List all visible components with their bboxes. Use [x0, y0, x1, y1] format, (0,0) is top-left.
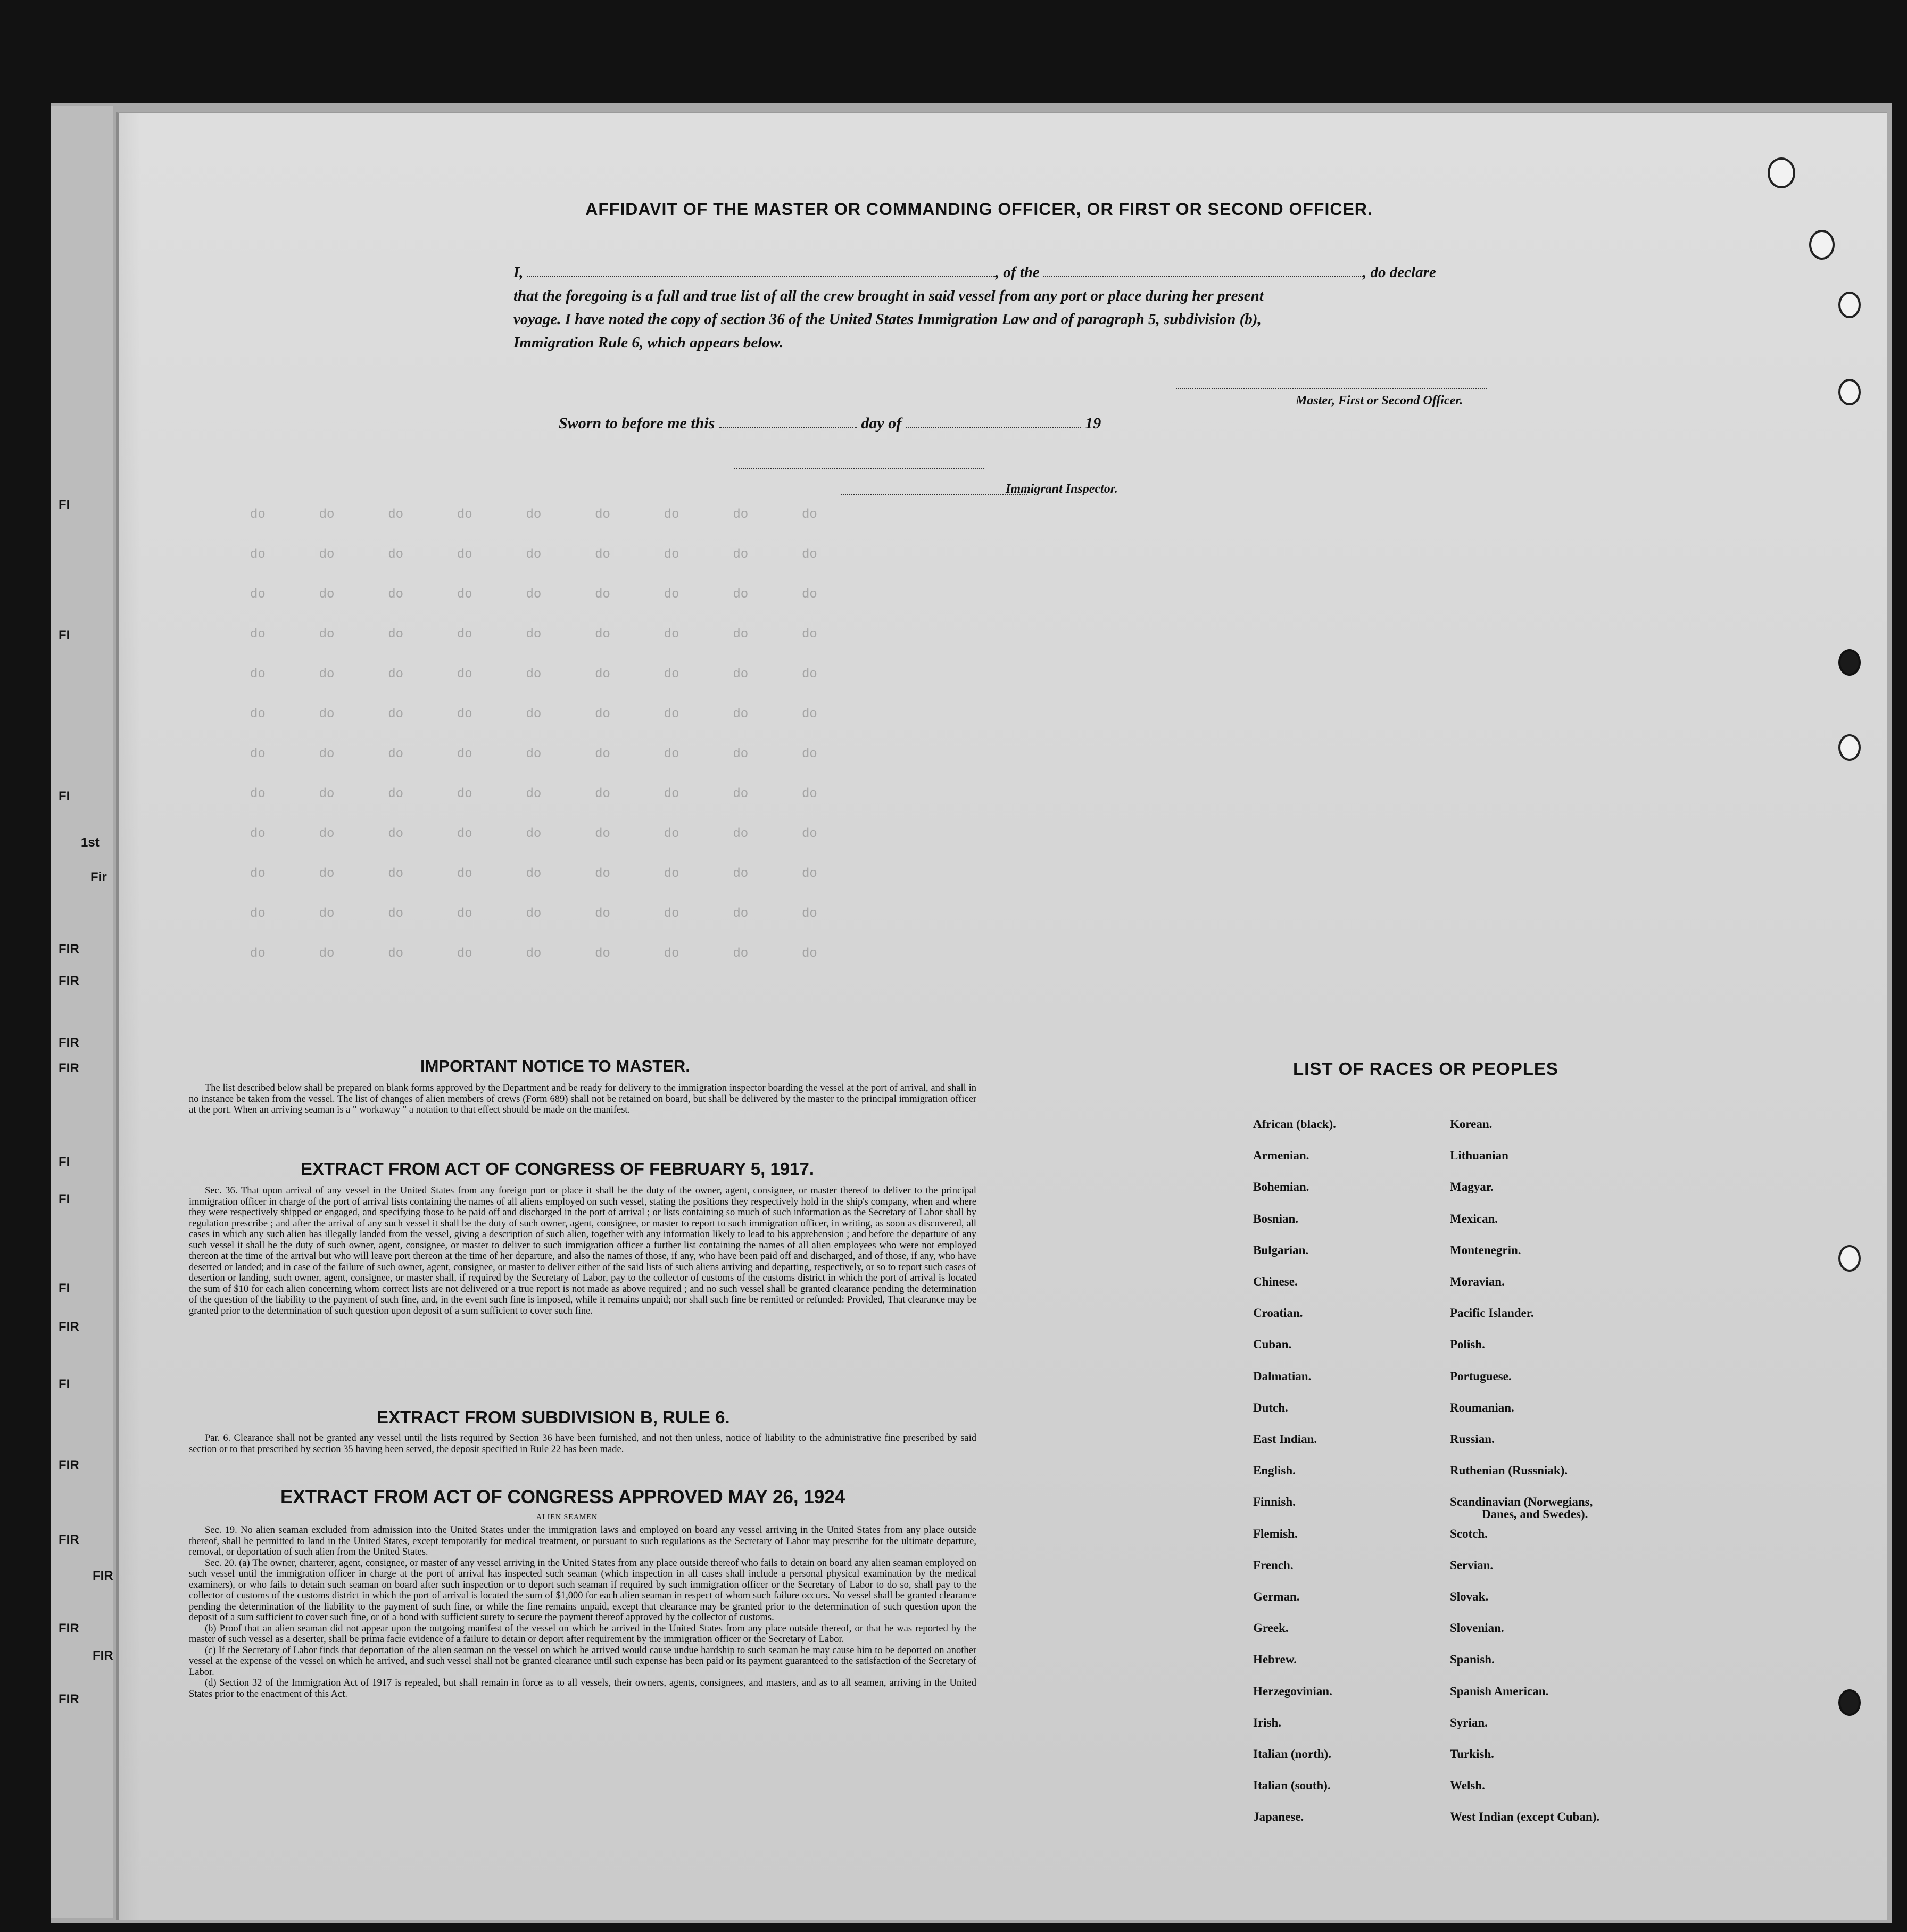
race-item: Finnish.	[1253, 1495, 1296, 1508]
notice-paragraph: The list described below shall be prepared on blank forms approved by the Department and be ready for delivery to the immigration inspector boarding the vessel at the port of arrival, and shall in no instance be taken from the vessel. The list of changes of alien members of crews (Form 689) shall not be retained on board, but shall be delivered by the master to the principal immigration officer at the port. When an arriving seaman is a " workaway " a notation to that effect should be made on the manifest.	[189, 1083, 976, 1115]
race-item-continuation: Danes, and Swedes).	[1482, 1507, 1588, 1521]
race-item: Pacific Islander.	[1450, 1306, 1534, 1320]
vessel-blank	[1043, 261, 1363, 277]
edge-label: FIR	[59, 1621, 79, 1636]
name-blank	[527, 261, 996, 277]
race-item: Herzegovinian.	[1253, 1685, 1332, 1698]
race-item: Cuban.	[1253, 1338, 1292, 1351]
race-item: Flemish.	[1253, 1527, 1298, 1540]
inspector-label: Immigrant Inspector.	[1006, 482, 1118, 496]
extract-1917-text	[189, 1185, 976, 1316]
race-item: Ruthenian (Russniak).	[1450, 1464, 1568, 1477]
affidavit-line-4: Immigration Rule 6, which appears below.	[513, 334, 784, 351]
binder-hole	[1838, 379, 1861, 405]
race-item: Slovak.	[1450, 1590, 1489, 1603]
alien-seamen-subtitle: ALIEN SEAMEN	[536, 1513, 598, 1521]
bleed-through-entries: do do do do do do do do do do do do do do do do do do do do do do do do do do do do do do do do do do do do do do do do do do do do do do do do do do do do do do do do do do do do do do do do do do do do do do do do do do do do do do do do do do do do do do do do do do do do do do do do do do do do do do do do do do do do	[250, 508, 817, 961]
race-item: Italian (south).	[1253, 1779, 1331, 1792]
rule6-title: EXTRACT FROM SUBDIVISION B, RULE 6.	[377, 1407, 730, 1427]
edge-label: FI	[59, 1281, 70, 1296]
race-item: East Indian.	[1253, 1432, 1317, 1446]
edge-label: FI	[59, 1192, 70, 1206]
rule6-text	[189, 1433, 976, 1455]
notice-title: IMPORTANT NOTICE TO MASTER.	[420, 1057, 690, 1075]
binder-hole	[1809, 230, 1835, 260]
edge-label: FI	[59, 497, 70, 512]
affidavit-line-3: voyage. I have noted the copy of section 36 of the United States Immigration Law and of paragraph 5, subdivision (b),	[513, 311, 1262, 328]
race-item: German.	[1253, 1590, 1300, 1603]
sworn-year: 19	[1085, 414, 1101, 432]
binder-hole	[1838, 1689, 1861, 1716]
race-item: Mexican.	[1450, 1212, 1498, 1225]
affidavit-line-2: that the foregoing is a full and true list of all the crew brought in said vessel from any port or place during her present	[513, 287, 1264, 304]
race-item: Japanese.	[1253, 1810, 1304, 1823]
race-item: Turkish.	[1450, 1747, 1494, 1761]
race-item: Armenian.	[1253, 1149, 1309, 1162]
race-item: Korean.	[1450, 1117, 1493, 1131]
race-item: Bohemian.	[1253, 1180, 1309, 1193]
sworn-day-of: day of	[861, 414, 902, 432]
edge-label: FIR	[93, 1648, 113, 1663]
race-item: English.	[1253, 1464, 1296, 1477]
inspector-signature-line	[841, 494, 1027, 495]
race-item: Slovenian.	[1450, 1621, 1504, 1635]
race-item: Bosnian.	[1253, 1212, 1299, 1225]
race-item: Montenegrin.	[1450, 1243, 1521, 1257]
edge-label: FIR	[59, 942, 79, 956]
binder-hole	[1838, 734, 1861, 761]
extract-1924-p4: (c) If the Secretary of Labor finds that deportation of the alien seaman on the vessel on which he arrived would cause undue hardship to such seaman he may cause him to be deported on another vessel at the expense of the vessel on which he arrived, and such vessel shall not be granted clearance until such expense has been paid or its payment guaranteed to the satisfaction of the Secretary of Labor.	[189, 1645, 976, 1678]
binder-hole	[1838, 649, 1861, 676]
edge-label: FI	[59, 1155, 70, 1169]
race-item: Spanish.	[1450, 1653, 1495, 1666]
race-item: West Indian (except Cuban).	[1450, 1810, 1600, 1823]
binder-hole	[1838, 1245, 1861, 1272]
race-item: Portuguese.	[1450, 1370, 1512, 1383]
extract-1924-p5: (d) Section 32 of the Immigration Act of 1917 is repealed, but shall remain in force as to all vessels, their owners, agents, consignees, and masters, and as to all seamen, arriving in the United States prior to the enactment of this Act.	[189, 1678, 976, 1699]
race-item: Dalmatian.	[1253, 1370, 1312, 1383]
edge-label: FI	[59, 1377, 70, 1391]
race-item: French.	[1253, 1558, 1294, 1572]
extract-1924-p2: Sec. 20. (a) The owner, charterer, agent, consignee, or master of any vessel arriving in the United States from any place outside thereof who fails to detain on board any alien seaman employed on such vessel until the immigration officer in charge at the port of arrival has inspected such seaman (which inspection in all cases shall include a personal physical examination by the medical examiners), or who fails to detain such seaman on board after such inspection or to deport such seaman if required by such immigration officer or the Secretary of Labor to do so, shall pay to the collector of customs of the customs district in which the port of arrival is located the sum of $1,000 for each alien seaman in respect of whom such failure occurs. No vessel shall be granted clearance pending the determination of the liability to the payment of such fine, or while the fine remains unpaid, except that clearance may be granted prior to the determination of such question upon the deposit of a sum sufficient to cover such fine, or of a bond with sufficient surety to secure the payment thereof approved by the collector of customs.	[189, 1557, 976, 1623]
notice-text	[189, 1083, 976, 1116]
race-item: Hebrew.	[1253, 1653, 1297, 1666]
sworn-text: Sworn to before me this	[559, 414, 715, 432]
race-item: Croatian.	[1253, 1306, 1303, 1320]
edge-label: FI	[59, 789, 70, 803]
inspector-signature-line	[734, 468, 984, 469]
affidavit-of-the: , of the	[995, 264, 1040, 281]
race-item: Welsh.	[1450, 1779, 1485, 1792]
race-item: Moravian.	[1450, 1275, 1505, 1288]
extract-1917-paragraph: Sec. 36. That upon arrival of any vessel in the United States from any foreign port or place it shall be the duty of the owner, agent, consignee, or master thereof to deliver to the principal immigration officer in charge of the port of arrival lists containing the names of all aliens employed on such vessel, stating the positions they respectively hold in the ship's company, when and where they were respectively shipped or engaged, and specifying those to be paid off and discharged in the port of arrival ; or lists containing so much of such information as the Secretary of Labor shall by regulation prescribe ; and after the arrival of any such vessel it shall be the duty of such owner, agent, consignee, or master to report to such immigration officer, in writing, as soon as discovered, all cases in which any such alien has illegally landed from the vessel, giving a description of such alien, together with any information likely to lead to his apprehension ; and before the departure of any such vessel it shall be the duty of such owner, agent, consignee, or master to deliver to such immigration officer a further list containing the names of all alien employees who were not employed thereon at the time of the arrival but who will leave port thereon at the time of her departure, and also the names of those, if any, who have been paid off and discharged, and of those, if any, who have deserted or landed; and in case of the failure of such owner, agent, consignee, or master to deliver either of the said lists of such aliens arriving and departing, respectively, or so to report such cases of desertion or landing, such owner, agent, consignee, or master shall, if required by the Secretary of Labor, pay to the collector of customs of the customs district in which the port of arrival is located the sum of $10 for each alien concerning whom correct lists are not delivered or a true report is not made as above required ; and no such vessel shall be granted clearance pending the determination of the question of the liability to the payment of such fine, and, in the event such fine is imposed, while it remains unpaid; nor shall such fine be remitted or refunded: Provided, That clearance may be granted prior to the determination of such question upon deposit of a sum sufficient to cover such fine.	[189, 1185, 976, 1316]
race-item: Dutch.	[1253, 1401, 1288, 1414]
edge-label: FIR	[59, 974, 79, 988]
race-item: Bulgarian.	[1253, 1243, 1309, 1257]
race-item: Russian.	[1450, 1432, 1495, 1446]
affidavit-title: AFFIDAVIT OF THE MASTER OR COMMANDING OFFICER, OR FIRST OR SECOND OFFICER.	[585, 200, 1373, 219]
race-item: Irish.	[1253, 1716, 1282, 1729]
extract-1924-p1: Sec. 19. No alien seaman excluded from admission into the United States under the immigration laws and employed on board any vessel arriving in the United States from any place outside thereof, shall be permitted to land in the United States, except temporarily for medical treatment, or pursuant to such regulations as the Secretary of Labor may prescribe for the ultimate departure, removal, or deportation of such alien from the United States.	[189, 1525, 976, 1557]
race-item: Servian.	[1450, 1558, 1494, 1572]
race-item: Roumanian.	[1450, 1401, 1514, 1414]
edge-label: 1st	[81, 835, 100, 850]
affidavit-text	[513, 261, 1524, 354]
race-item: Spanish American.	[1450, 1685, 1549, 1698]
binder-hole	[1838, 292, 1861, 318]
race-item: Lithuanian	[1450, 1149, 1508, 1162]
extract-1924-text	[189, 1525, 976, 1699]
edge-label: FIR	[59, 1035, 79, 1050]
race-item: Polish.	[1450, 1338, 1485, 1351]
extract-1917-title: EXTRACT FROM ACT OF CONGRESS OF FEBRUARY 5, 1917.	[301, 1159, 815, 1179]
race-item: Scotch.	[1450, 1527, 1488, 1540]
rule6-paragraph: Par. 6. Clearance shall not be granted any vessel until the lists required by Section 36 have been furnished, and not then unless, notice of liability to the administrative fine prescribed by said section or to that prescribed by section 35 having been served, the deposit specified in Rule 22 has been made.	[189, 1433, 976, 1455]
affidavit-i: I,	[513, 264, 524, 281]
edge-label: FI	[59, 628, 70, 642]
race-item: Magyar.	[1450, 1180, 1494, 1193]
signature-label: Master, First or Second Officer.	[1296, 394, 1463, 408]
sworn-statement	[559, 412, 1101, 433]
sworn-month-blank	[906, 412, 1081, 428]
edge-label: Fir	[90, 870, 107, 884]
edge-label: FIR	[59, 1692, 79, 1706]
edge-label: FIR	[93, 1569, 113, 1583]
race-item: Greek.	[1253, 1621, 1289, 1635]
binder-hole	[1768, 157, 1795, 188]
race-item: Italian (north).	[1253, 1747, 1331, 1761]
extract-1924-title: EXTRACT FROM ACT OF CONGRESS APPROVED MAY 26, 1924	[280, 1487, 845, 1507]
edge-label: FIR	[59, 1532, 79, 1547]
extract-1924-p3: (b) Proof that an alien seaman did not appear upon the outgoing manifest of the vessel on which he arrived in the United States from any place outside thereof, or that he was reported by the master of such vessel as a deserter, shall be prima facie evidence of a failure to detain or deport after requirement by the immigration officer or the Secretary of Labor.	[189, 1623, 976, 1645]
race-item: Syrian.	[1450, 1716, 1488, 1729]
edge-label: FIR	[59, 1458, 79, 1472]
sworn-day-blank	[719, 412, 857, 428]
race-item: Scandinavian (Norwegians,	[1450, 1495, 1593, 1508]
affidavit-declare: , do declare	[1363, 264, 1436, 281]
signature-line	[1176, 388, 1487, 389]
race-item: African (black).	[1253, 1117, 1336, 1131]
edge-label: FIR	[59, 1320, 79, 1334]
race-item: Chinese.	[1253, 1275, 1298, 1288]
races-title: LIST OF RACES OR PEOPLES	[1293, 1059, 1558, 1079]
edge-labels	[53, 0, 113, 1932]
edge-label: FIR	[59, 1061, 79, 1075]
